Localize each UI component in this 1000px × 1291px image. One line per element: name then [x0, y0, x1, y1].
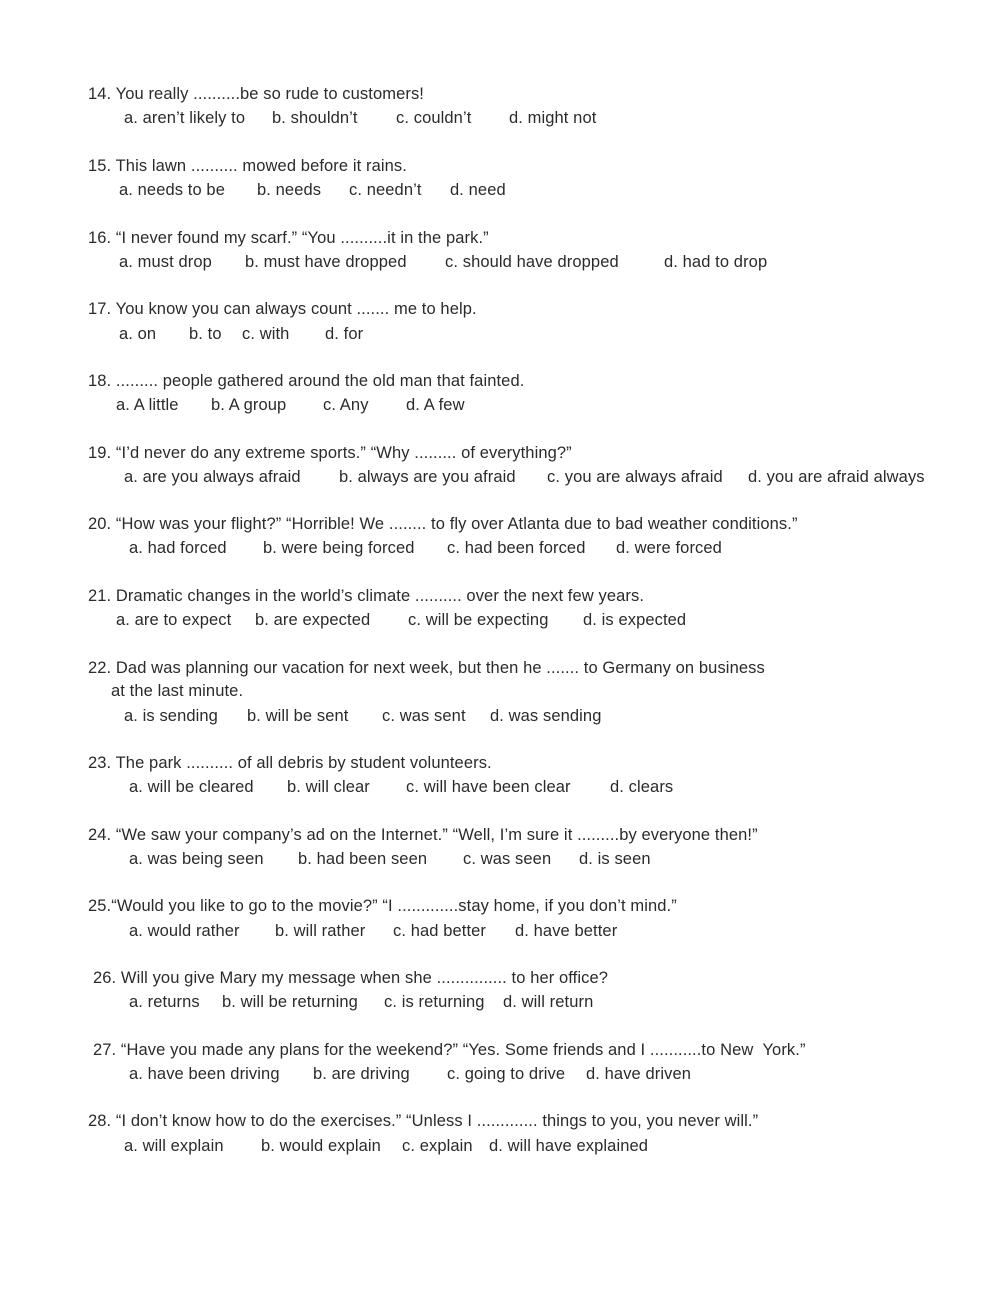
question-stem: 22. Dad was planning our vacation for next week, but then he ....... to Germany on business — [88, 659, 765, 677]
answer-options — [129, 921, 617, 941]
answer-options — [116, 395, 465, 415]
option-d: d. were forced — [616, 539, 722, 557]
option-b: b. were being forced — [263, 539, 415, 557]
question-stem: 18. ......... people gathered around the old man that fainted. — [88, 372, 525, 390]
option-a: a. have been driving — [129, 1065, 280, 1083]
answer-options — [129, 538, 722, 558]
option-d: d. is seen — [579, 850, 651, 868]
option-d: d. have driven — [586, 1065, 692, 1083]
answer-options — [124, 706, 601, 726]
option-d: d. clears — [610, 778, 674, 796]
question-stem-continuation: at the last minute. — [111, 682, 244, 700]
answer-options — [124, 467, 925, 487]
question-stem: 25.“Would you like to go to the movie?” “I .............stay home, if you don’t mind.” — [88, 897, 677, 915]
option-d: d. will have explained — [489, 1137, 649, 1155]
option-b: b. to — [189, 325, 222, 343]
option-b: b. needs — [257, 181, 322, 199]
question-stem: 16. “I never found my scarf.” “You ..........it in the park.” — [88, 229, 489, 247]
option-c: c. is returning — [384, 993, 485, 1011]
answer-options — [129, 849, 651, 869]
option-b: b. had been seen — [298, 850, 428, 868]
option-d: d. will return — [503, 993, 594, 1011]
option-d: d. was sending — [490, 707, 602, 725]
question-stem: 15. This lawn .......... mowed before it rains. — [88, 157, 407, 175]
option-d: d. for — [325, 325, 364, 343]
option-d: d. had to drop — [664, 253, 768, 271]
option-a: a. is sending — [124, 707, 218, 725]
option-c: c. you are always afraid — [547, 468, 723, 486]
option-d: d. need — [450, 181, 506, 199]
answer-options — [129, 1064, 691, 1084]
answer-options — [116, 610, 686, 630]
option-b: b. A group — [211, 396, 287, 414]
option-d: d. you are afraid always — [748, 468, 925, 486]
option-a: a. was being seen — [129, 850, 264, 868]
answer-options — [129, 992, 593, 1012]
option-c: c. explain — [402, 1137, 473, 1155]
option-c: c. should have dropped — [445, 253, 619, 271]
option-a: a. needs to be — [119, 181, 225, 199]
option-a: a. would rather — [129, 922, 240, 940]
option-a: a. aren’t likely to — [124, 109, 246, 127]
question-stem: 20. “How was your flight?” “Horrible! We ........ to fly over Atlanta due to bad weather conditions.” — [88, 515, 798, 533]
answer-options — [124, 1136, 648, 1156]
option-a: a. on — [119, 325, 157, 343]
option-c: c. couldn’t — [396, 109, 472, 127]
option-b: b. will rather — [275, 922, 366, 940]
option-b: b. would explain — [261, 1137, 381, 1155]
option-a: a. returns — [129, 993, 200, 1011]
option-c: c. was seen — [463, 850, 552, 868]
question-stem: 28. “I don’t know how to do the exercises.” “Unless I ............. things to you, you never will.” — [88, 1112, 759, 1130]
option-a: a. had forced — [129, 539, 227, 557]
option-c: c. going to drive — [447, 1065, 566, 1083]
option-d: d. have better — [515, 922, 618, 940]
option-d: d. might not — [509, 109, 597, 127]
option-b: b. are expected — [255, 611, 371, 629]
option-c: c. will be expecting — [408, 611, 549, 629]
option-a: a. are you always afraid — [124, 468, 301, 486]
option-c: c. had been forced — [447, 539, 586, 557]
question-stem: 24. “We saw your company’s ad on the Internet.” “Well, I’m sure it .........by everyone then!” — [88, 826, 758, 844]
option-c: c. will have been clear — [406, 778, 571, 796]
question-stem: 14. You really ..........be so rude to customers! — [88, 85, 424, 103]
question-stem: 17. You know you can always count ....... me to help. — [88, 300, 477, 318]
option-a: a. A little — [116, 396, 179, 414]
option-b: b. will be sent — [247, 707, 349, 725]
option-a: a. are to expect — [116, 611, 232, 629]
question-stem: 19. “I’d never do any extreme sports.” “Why ......... of everything?” — [88, 444, 572, 462]
answer-options — [119, 324, 363, 344]
option-c: c. was sent — [382, 707, 466, 725]
option-b: b. must have dropped — [245, 253, 407, 271]
option-b: b. always are you afraid — [339, 468, 516, 486]
answer-options — [119, 252, 767, 272]
option-a: a. must drop — [119, 253, 212, 271]
option-a: a. will explain — [124, 1137, 224, 1155]
option-c: c. Any — [323, 396, 369, 414]
option-a: a. will be cleared — [129, 778, 254, 796]
option-d: d. A few — [406, 396, 465, 414]
option-c: c. with — [242, 325, 290, 343]
option-b: b. are driving — [313, 1065, 410, 1083]
option-d: d. is expected — [583, 611, 687, 629]
option-c: c. had better — [393, 922, 487, 940]
option-b: b. will be returning — [222, 993, 358, 1011]
answer-options — [119, 180, 506, 200]
question-stem: 21. Dramatic changes in the world’s climate .......... over the next few years. — [88, 587, 645, 605]
question-stem: 27. “Have you made any plans for the weekend?” “Yes. Some friends and I ...........to New York.” — [93, 1041, 806, 1059]
answer-options — [129, 777, 673, 797]
option-b: b. will clear — [287, 778, 370, 796]
option-b: b. shouldn’t — [272, 109, 358, 127]
option-c: c. needn’t — [349, 181, 422, 199]
question-stem: 26. Will you give Mary my message when she ............... to her office? — [93, 969, 609, 987]
answer-options — [124, 108, 596, 128]
question-stem: 23. The park .......... of all debris by student volunteers. — [88, 754, 492, 772]
